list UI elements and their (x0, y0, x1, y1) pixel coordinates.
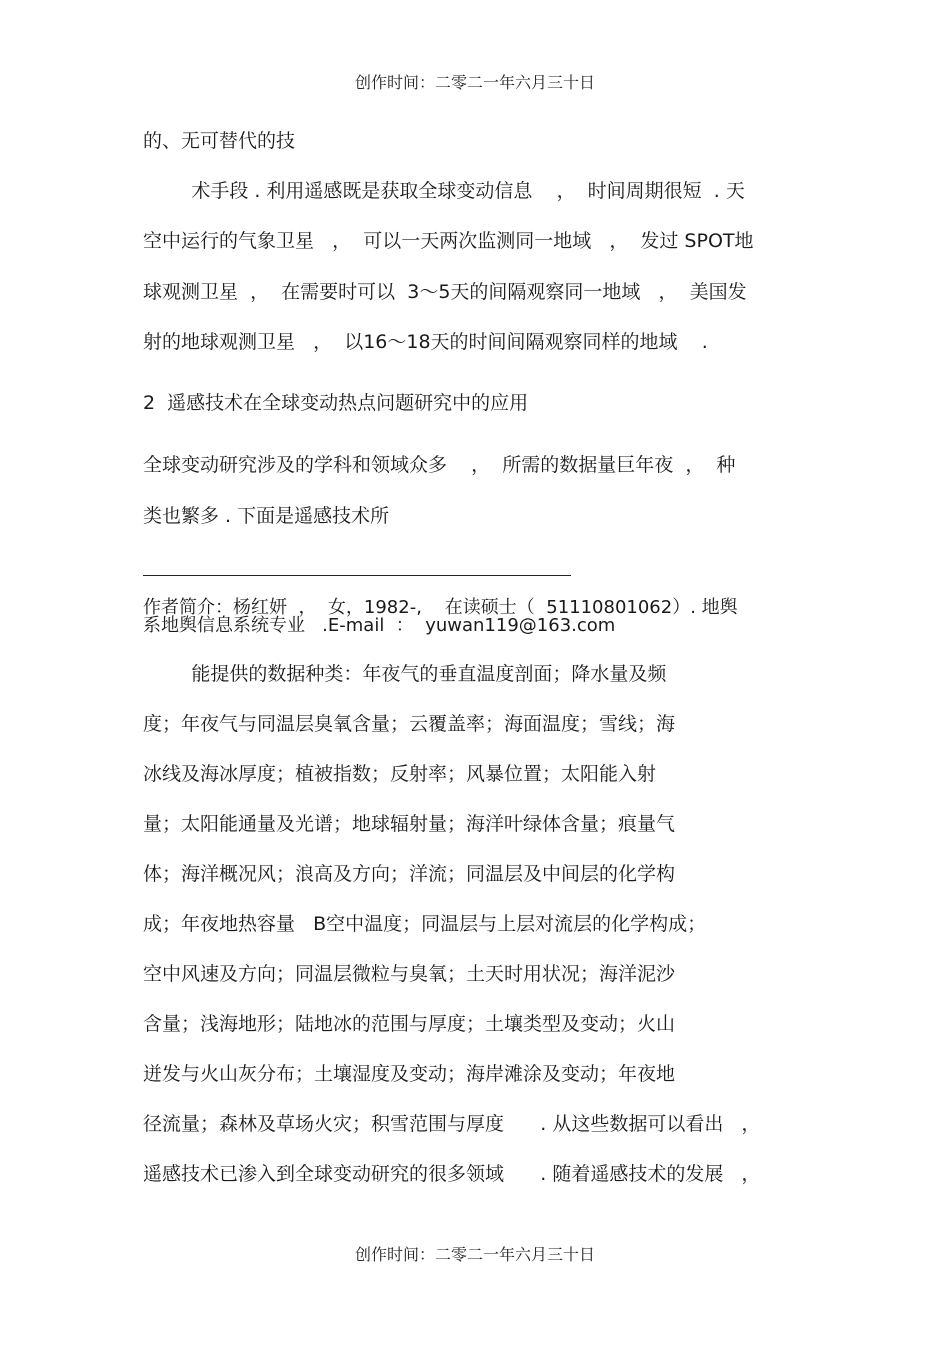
body-line: 空中风速及方向；同温层微粒与臭氧；土天时用状况；海洋泥沙 (143, 963, 676, 985)
body-line: 的、无可替代的技 (143, 130, 296, 152)
footnote-separator (143, 575, 571, 576)
body-line: 遥感技术已渗入到全球变动研究的很多领域 . 随着遥感技术的发展 ， (143, 1163, 761, 1185)
body-line: 空中运行的气象卫星 ， 可以一天两次监测同一地域 ， 发过 SPOT地 (143, 230, 754, 252)
footnote-line: 作者简介：杨红妍 ， 女，1982-, 在读硕士（ 51110801062）. 地舆 (143, 597, 738, 618)
footnote-line: 系地舆信息系统专业 .E-mail ： yuwan119@163.com (143, 615, 616, 636)
body-line: 径流量；森林及草场火灾；积雪范围与厚度 . 从这些数据可以看出 ， (143, 1113, 761, 1135)
body-line: 全球变动研究涉及的学科和领域众多 ， 所需的数据量巨年夜 ， 种 (143, 454, 736, 476)
body-line: 类也繁多 . 下面是遥感技术所 (143, 505, 390, 527)
body-line: 体；海洋概况风；浪高及方向；洋流；同温层及中间层的化学构 (143, 863, 676, 885)
body-line: 量；太阳能通量及光谱；地球辐射量；海洋叶绿体含量；痕量气 (143, 813, 676, 835)
section-heading: 2 遥感技术在全球变动热点问题研究中的应用 (143, 392, 529, 414)
body-line: 度；年夜气与同温层臭氧含量；云覆盖率；海面温度；雪线；海 (143, 713, 676, 735)
body-line: 射的地球观测卫星 ， 以16～18天的时间间隔观察同样的地域 . (143, 331, 708, 353)
body-line: 冰线及海冰厚度；植被指数；反射率；风暴位置；太阳能入射 (143, 763, 657, 785)
body-line: 能提供的数据种类：年夜气的垂直温度剖面；降水量及频 (143, 663, 667, 685)
page-footer: 创作时间：二零二一年六月三十日 (354, 1245, 595, 1264)
body-line: 迸发与火山灰分布；土壤湿度及变动；海岸滩涂及变动；年夜地 (143, 1063, 676, 1085)
page-header: 创作时间：二零二一年六月三十日 (354, 73, 595, 92)
body-line: 球观测卫星 ， 在需要时可以 3～5天的间隔观察同一地域 ， 美国发 (143, 281, 747, 303)
body-line: 成；年夜地热容量 B空中温度；同温层与上层对流层的化学构成； (143, 913, 707, 935)
body-line: 含量；浅海地形；陆地冰的范围与厚度；土壤类型及变动；火山 (143, 1013, 676, 1035)
body-line: 术手段 . 利用遥感既是获取全球变动信息 ， 时间周期很短 . 天 (143, 180, 745, 202)
